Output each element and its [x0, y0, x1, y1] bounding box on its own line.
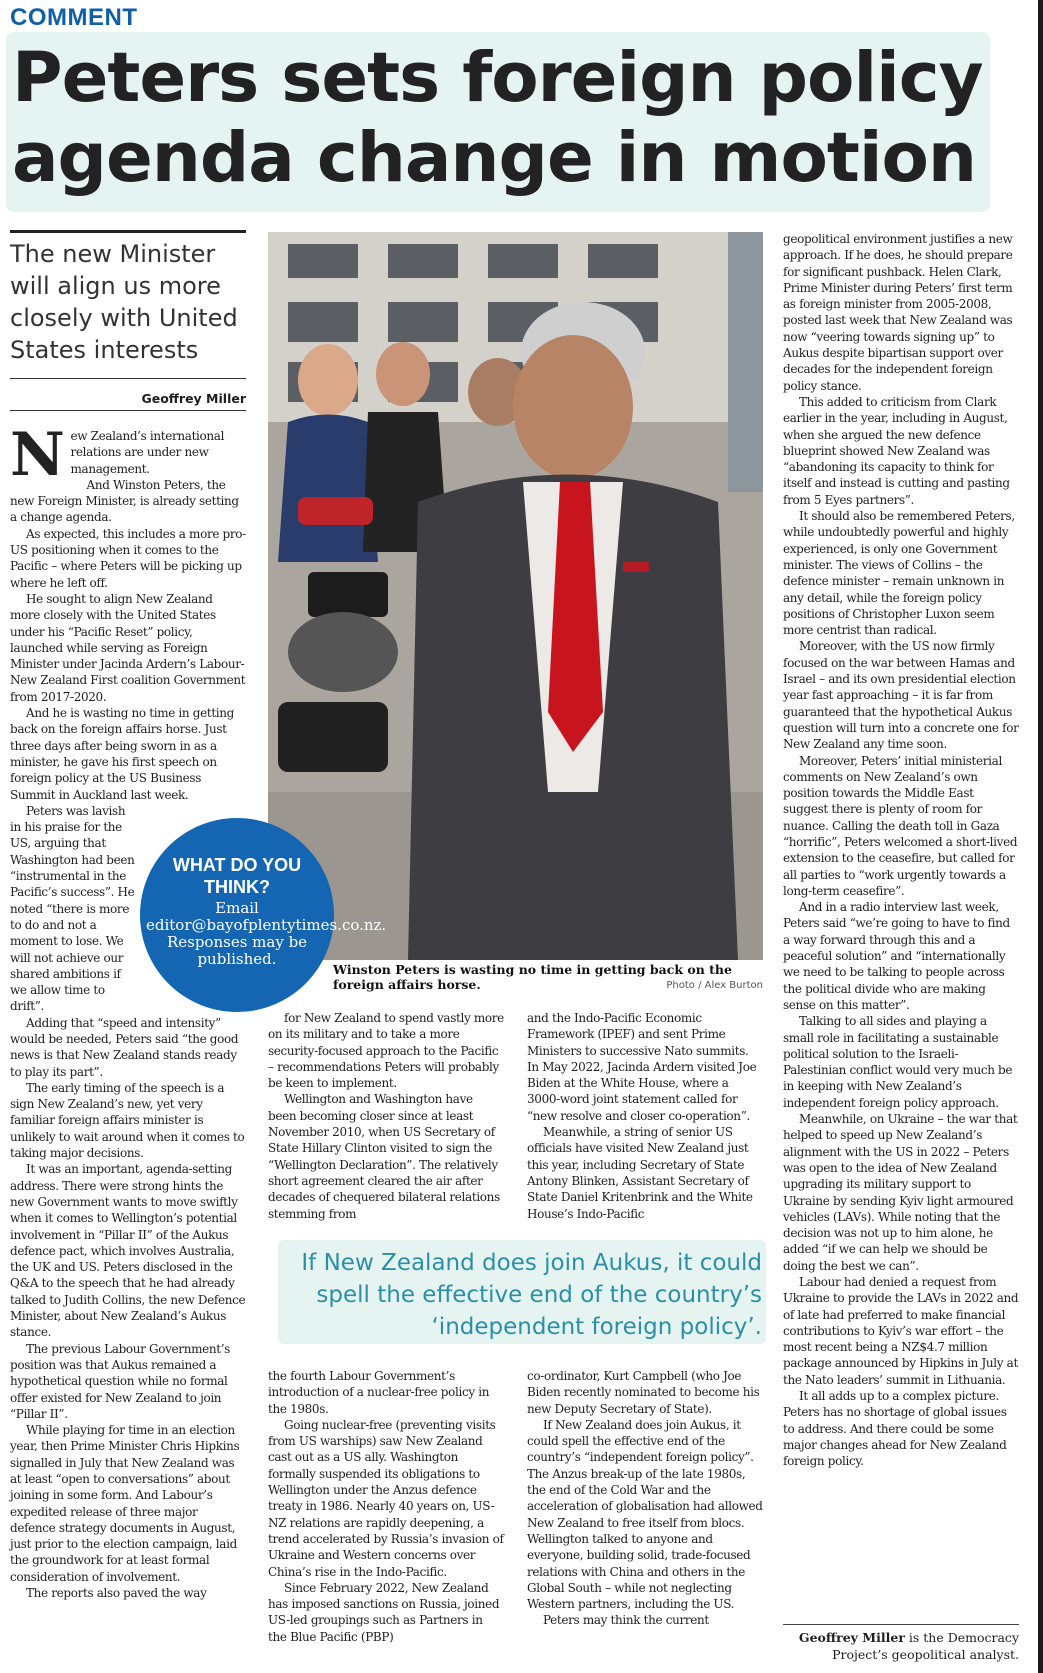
article-paragraph: The early timing of the speech is a sign New Zealand’s new, yet very familiar foreign affairs minister is unlikely to wait around when it comes to taking major decisions.	[10, 1080, 245, 1161]
headline: Peters sets foreign policy agenda change in motion	[12, 38, 983, 198]
article-column-2-top	[268, 1010, 504, 1222]
article-paragraph: New Zealand’s international relations are under new management.	[10, 420, 225, 490]
article-column-1	[10, 420, 246, 1660]
article-paragraph: Labour had denied a request from Ukraine to provide the LAVs in 2022 and of late had preferred to make financial contributions to Kyiv’s war effort – the most recent being a NZ$4.7 million package announced by Hipkins in July at the Nato leaders’ summit in Lithuania.	[783, 1275, 1019, 1387]
article-paragraph: for New Zealand to spend vastly more on its military and to take a more security-focused approach to the Pacific – recommendations Peters will probably be keen to implement.	[268, 1011, 504, 1091]
article-paragraph: Moreover, with the US now firmly focused on the war between Hamas and Israel – and its own presidential election year fast approaching – it is far from guaranteed that the hypothetical Aukus question will turn into a concrete one for New Zealand any time soon.	[783, 639, 1019, 752]
article-paragraph: Wellington and Washington have been becoming closer since at least November 2010, when US Secretary of State Hillary Clinton visited to sign the “Wellington Declaration”. The relatively short agreement cleared the air after decades of chequered bilateral relations stemming from	[268, 1092, 500, 1221]
article-column-3-bottom	[527, 1368, 763, 1629]
page-edge	[1038, 0, 1043, 1673]
reader-callout	[140, 818, 387, 1012]
article-paragraph: And in a radio interview last week, Peters said “we’re going to have to find a way forward through this and a peaceful solution” and “internationally we need to be talking to people across the political divide who are making sense on this matter”.	[783, 900, 1010, 1012]
article-paragraph: It all adds up to a complex picture. Peters has no shortage of global issues to address. And there could be some major changes ahead for New Zealand foreign policy.	[783, 1389, 1007, 1469]
article-paragraph: Talking to all sides and playing a small role in facilitating a sustainable political solution to the Israeli-Palestinian conflict would very much be in keeping with New Zealand’s independent foreign policy approach.	[783, 1014, 1013, 1110]
divider	[783, 1624, 1019, 1625]
article-paragraph: co-ordinator, Kurt Campbell (who Joe Biden recently nominated to become his new Deputy Secretary of State).	[527, 1369, 760, 1416]
photo-credit: Photo / Alex Burton	[666, 980, 763, 991]
article-paragraph: He sought to align New Zealand more closely with the United States under his “Pacific Reset” policy, launched while serving as Foreign Minister under Jacinda Ardern’s Labour-New Zealand First coalition Government from 2017-2020.	[10, 591, 246, 704]
callout-heading: WHAT DO YOU THINK?	[172, 855, 302, 897]
article-paragraph: Going nuclear-free (preventing visits from US warships) saw New Zealand cast out as a US ally. Washington formally suspended its obligations to Wellington under the Anzus defence treaty in 1986. Nearly 40 years on, US-NZ relations are rapidly deepening, a trend accelerated by Russia’s invasion of Ukraine and Western concerns over China’s rise in the Indo-Pacific.	[268, 1417, 504, 1579]
article-paragraph: If New Zealand does join Aukus, it could spell the effective end of the country’s “independent foreign policy”. The Anzus break-up of the late 1980s, the end of the Cold War and the acceleration of globalisation had allowed New Zealand to free itself from blocs. Wellington talked to anyone and everyone, building solid, trade-focused relations with China and others in the Global South – while not neglecting Western partners, including the US.	[527, 1417, 763, 1612]
article-paragraph: geopolitical environment justifies a new approach. If he does, he should prepare for significant pushback. Helen Clark, Prime Minister during Peters’ first term as foreign minister from 2005-2008, posted last week that New Zealand was now “veering towards signing up” to Aukus despite bipartisan support over decades for the independent foreign policy stance.	[783, 232, 1013, 393]
article-paragraph: Adding that “speed and intensity” would be needed, Peters said “the good news is that New Zealand stands ready to play its part”.	[10, 1015, 239, 1079]
article-paragraph: Meanwhile, on Ukraine – the war that helped to speed up New Zealand’s alignment with the US in 2022 – Peters was open to the idea of New Zealand upgrading its military support to Ukraine by sending Kyiv light armoured vehicles (LAVs). While noting that the decision was not up to him alone, he added “if we can help we should be doing the best we can”.	[783, 1112, 1018, 1273]
article-paragraph: Since February 2022, New Zealand has imposed sanctions on Russia, joined US-led groupings such as Partners in the Blue Pacific (PBP)	[268, 1580, 500, 1644]
article-paragraph: Meanwhile, a string of senior US officials have visited New Zealand just this year, including Secretary of State Antony Blinken, Assistant Secretary of State Daniel Kritenbrink and the White House’s Indo-Pacific	[527, 1125, 753, 1221]
article-paragraph: And Winston Peters, the new Foreign Minister, is already setting a change agenda.	[10, 477, 239, 525]
article-paragraph: The reports also paved the way	[26, 1586, 207, 1601]
article-paragraph: The previous Labour Government’s position was that Aukus remained a hypothetical question while no formal offer existed for New Zealand to join “Pillar II”.	[10, 1341, 230, 1421]
article-paragraph: It should also be remembered Peters, while undoubtedly powerful and highly experienced, is only one Government minister. The views of Collins – the defence minister – remain unknown in any detail, while the foreign policy positions of Christopher Luxon seem more centrist than radical.	[783, 509, 1015, 638]
callout-text: Email editor@bayofplentytimes.co.nz. Responses may be published.	[146, 899, 387, 968]
standfirst: The new Minister will align us more closely with United States interests	[10, 240, 238, 364]
divider	[10, 378, 246, 379]
divider	[10, 410, 246, 411]
author-description: is the Democracy Project’s geopolitical analyst.	[832, 1630, 1019, 1662]
article-paragraph: As expected, this includes a more pro-US positioning when it comes to the Pacific – where Peters will be picking up where he left off.	[10, 526, 246, 590]
article-column-2-bottom	[268, 1368, 504, 1645]
pull-quote: If New Zealand does join Aukus, it could spell the effective end of the country’s ‘independent foreign policy’.	[301, 1250, 762, 1340]
article-paragraph: the fourth Labour Government’s introduction of a nuclear-free policy in the 1980s.	[268, 1369, 490, 1416]
article-paragraph: And he is wasting no time in getting back on the foreign affairs horse. Just three days after being sworn in as a minister, he gave his first speech on foreign policy at the US Business Summit in Auckland last week.	[10, 706, 234, 802]
author-name: Geoffrey Miller	[798, 1630, 905, 1645]
drop-cap: N	[10, 420, 65, 490]
article-paragraph: Peters may think the current	[543, 1613, 709, 1628]
divider	[10, 230, 246, 233]
section-label: COMMENT	[10, 4, 138, 31]
article-column-4	[783, 231, 1019, 1470]
article-paragraph: While playing for time in an election year, then Prime Minister Chris Hipkins signalled in July that New Zealand was at least “open to conversations” about joining in some form. And Labour’s expedited release of three major defence strategy documents in August, just prior to the election campaign, laid the groundwork for at least formal consideration of involvement.	[10, 1423, 240, 1584]
article-paragraph: This added to criticism from Clark earlier in the year, including in August, when she argued the new defence blueprint showed New Zealand was “abandoning its capacity to think for itself and instead is cutting and pasting from 5 Eyes partners”.	[783, 394, 1010, 507]
photo-caption: Winston Peters is wasting no time in getting back on the foreign affairs horse.	[333, 962, 732, 992]
article-paragraph: It was an important, agenda-setting address. There were strong hints the new Government wants to move swiftly when it comes to Wellington’s potential involvement in “Pillar II” of the Aukus defence pact, which involves Australia, the UK and US. Peters disclosed in the Q&A to the speech that he had already talked to Judith Collins, the new Defence Minister, about New Zealand’s Aukus stance.	[10, 1162, 246, 1340]
byline: Geoffrey Miller	[141, 391, 246, 406]
photo-illustration	[268, 232, 763, 960]
article-photo	[268, 232, 763, 960]
article-column-3-top	[527, 1010, 763, 1222]
article-paragraph: Peters was lavish in his praise for the US, arguing that Washington had been “instrumental in the Pacific’s success”. He noted “there is more to do and not a moment to lose. We will not achieve our shared ambitions if we allow time to drift”.	[10, 803, 135, 1014]
author-note	[783, 1629, 1019, 1663]
article-paragraph: and the Indo-Pacific Economic Framework (IPEF) and sent Prime Ministers to successive Nato summits. In May 2022, Jacinda Ardern visited Joe Biden at the White House, where a 3000-word joint statement called for “new resolve and closer co-operation”.	[527, 1011, 757, 1123]
article-paragraph: Moreover, Peters’ initial ministerial comments on New Zealand’s own position towards the Middle East suggest there is plenty of room for nuance. Calling the death toll in Gaza “horrific”, Peters welcomed a short-lived extension to the ceasefire, but called for all parties to “work urgently towards a long-term ceasefire”.	[783, 753, 1018, 898]
